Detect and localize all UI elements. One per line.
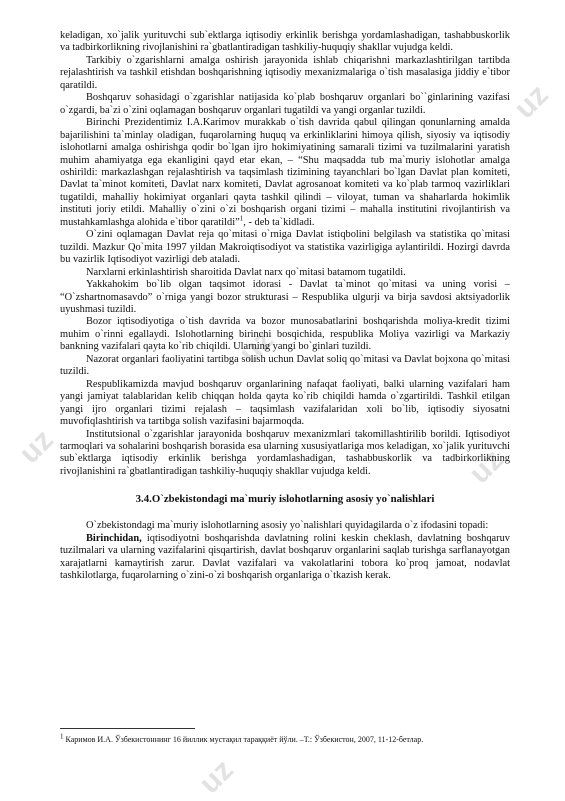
watermark: uz: [192, 753, 240, 801]
watermark: uz: [12, 423, 60, 471]
quote-text: Birinchi Prezidentimiz I.A.Karimov murakkab o`tish davrida qabul qilingan qonunlarning amalda bajarilishini ta`minlay oladigan, fuqarolarning huquq va erkinliklarini himoya qilish, siyosiy va iqtisodiy islohotlarni amalga oshirishga qodir bo`lgan ijro hokimiyatining samarali tizimi va tuzilmalarini yaratish muhim ahamiyatga ega ekanligini qayd etar ekan, – “Shu maqsadda tub ma`muriy islohotlar amalga oshirildi: markazlashgan rejalashtirish va taqsimlash tizimining tayanchlari bo`lgan Davlat plan komiteti, Davlat ta`minot komiteti, Davlat narx komiteti, Davlat agrosanoat komiteti va ko`plab tarmoq vazirliklari tugatildi, mahalliy hokimiyat organlari qayta tashkil qilindi – viloyat, tuman va shaharlarda hokimlik instituti joriy etildi. Mahalliy o`zini o`zi boshqarish organi tizimi – mahalla institutini rivojlantirish va mustahkamlashga alohida e`tibor qaratildi”: [60, 117, 510, 228]
paragraph: Yakkahokim bo`lib olgan taqsimot idorasi - Davlat ta`minot qo`mitasi va uning vorisi – “O`zshartnomasavdo” o`rniga yangi bozor strukturasi – Respublika ulgurji va birja savdosi aktsiyadorlik uyushmasi tuzildi.: [60, 279, 510, 315]
paragraph: keladigan, xo`jalik yurituvchi sub`ektlarga iqtisodiy erkinlik berishga yordamlashadigan, tashabbuskorlik va tadbirkorlikning rivojlanishini ra`gbatlantiradigan tashkiliy-huquqiy shakllar vujudga keldi.: [60, 30, 510, 54]
watermark: uz: [232, 323, 280, 371]
paragraph: Respublikamizda mavjud boshqaruv organlarining nafaqat faoliyati, balki ularning vazifalari ham yangi jamiyat talablaridan kelib chiqqan holda qayta ko`rib chiqildi hamda o`zgartirildi. Tashkil etilgan yangi ijro organlari tizimi rejalash – taqsimlash vazifalaridan xoli bo`lib, iqtisodiy siyosatni muvofiqlashtirish va tartibga solish vazifasini bajarmoqda.: [60, 378, 510, 428]
document-page: [60, 30, 510, 583]
paragraph: Bozor iqtisodiyotiga o`tish davrida va bozor munosabatlarini boshqarishda moliya-kredit tizimi muhim o`rinni egallaydi. Islohotlarning birinchi bosqichida, respublika Moliya vazirligi va Markaziy bankning vazifalari qayta ko`rib chiqildi. Ularning yangi bo`ginlari tuzildi.: [60, 316, 510, 353]
paragraph: Nazorat organlari faoliyatini tartibga solish uchun Davlat soliq qo`mitasi va Davlat bojxona qo`mitasi tuzildi.: [60, 353, 510, 378]
paragraph: Narxlarni erkinlashtirish sharoitida Davlat narx qo`mitasi batamom tugatildi.: [86, 266, 406, 278]
paragraph: Institutsional o`zgarishlar jarayonida boshqaruv mexanizmlari takomillashtirilib borildi. Iqtisodiyot tarmoqlari va sohalarini boshqarish borasida esa ularning xususiyatlariga mos keladigan, xo`jalik yurituvchi sub`ektlarga iqtisodiy erkinlik berishga yordamlashadigan, tashabbuskorlik va tadbirkorlikning rivojlanishini ra`gbatlantiradigan tashkiliy-huquqiy shakllar vujudga keldi.: [60, 428, 510, 477]
watermark: uz: [462, 443, 510, 491]
footnote-divider: [60, 728, 195, 729]
paragraph: O`zbekistondagi ma`muriy islohotlarning asosiy yo`nalishlari quyidagilarda o`z ifodasini topadi:: [86, 520, 489, 532]
paragraph: Tarkibiy o`zgarishlarni amalga oshirish jarayonida ishlab chiqarishni markazlashtirilgan tartibda rejalashtirish va tashkil etishdan boshqarishning iqtisodiy mexanizmalariga o`tish masalasiga jiddiy e`tibor qaratildi.: [60, 54, 510, 91]
paragraph: Boshqaruv sohasidagi o`zgarishlar natijasida ko`plab boshqaruv organlari bo``ginlarining vazifasi o`zgardi, ba`zi o`zini oqlamagan boshqaruv organlari tugatildi va yangi organlar tuzildi.: [60, 92, 510, 116]
footnote-text: Каримов И.А. Ўзбекистоннинг 16 йиллик мустақил тараққиёт йўли. –Т.: Ўзбекистон, 2007, 11-12-бетлар.: [63, 735, 424, 744]
quote-paragraph: [60, 117, 510, 229]
watermark: uz: [507, 78, 555, 126]
footnote-mark: 1: [60, 732, 64, 741]
quote-tail: , - deb ta`kidladi.: [243, 216, 315, 228]
point-text: iqtisodiyotni boshqarishda davlatning rolini keskin cheklash, davlatning boshqaruv tuzilmalari va ularning vazifalarini qisqartirish, davlat boshqaruv organlarini saqlab turishga sarflanayotgan xarajatlarni kamaytirish zarur. Davlat vazifalari va vakolatlarini tobora ko`proq jamoat, nodavlat tashkilotlarga, fuqarolarning o`zini-o`zi boshqarish organlariga o`tkazish kerak.: [60, 532, 510, 582]
footnote: [60, 732, 520, 745]
section-heading: 3.4.O`zbekistondagi ma`muriy islohotlarning asosiy yo`nalishlari: [135, 493, 435, 506]
paragraph: O`zini oqlamagan Davlat reja qo`mitasi o`rniga Davlat istiqbolini belgilash va statistika qo`mitasi tuzildi. Mazkur Qo`mita 1997 yildan Makroiqtisodiyot va statistika vazirligiga aylantirildi. Hozirgi davrda bu vazirlik Iqtisodiyot vazirligi deb ataladi.: [60, 229, 510, 266]
point-paragraph: [60, 533, 510, 583]
footnote-ref: 1: [239, 214, 244, 223]
point-label: Birinchidan,: [86, 532, 142, 544]
